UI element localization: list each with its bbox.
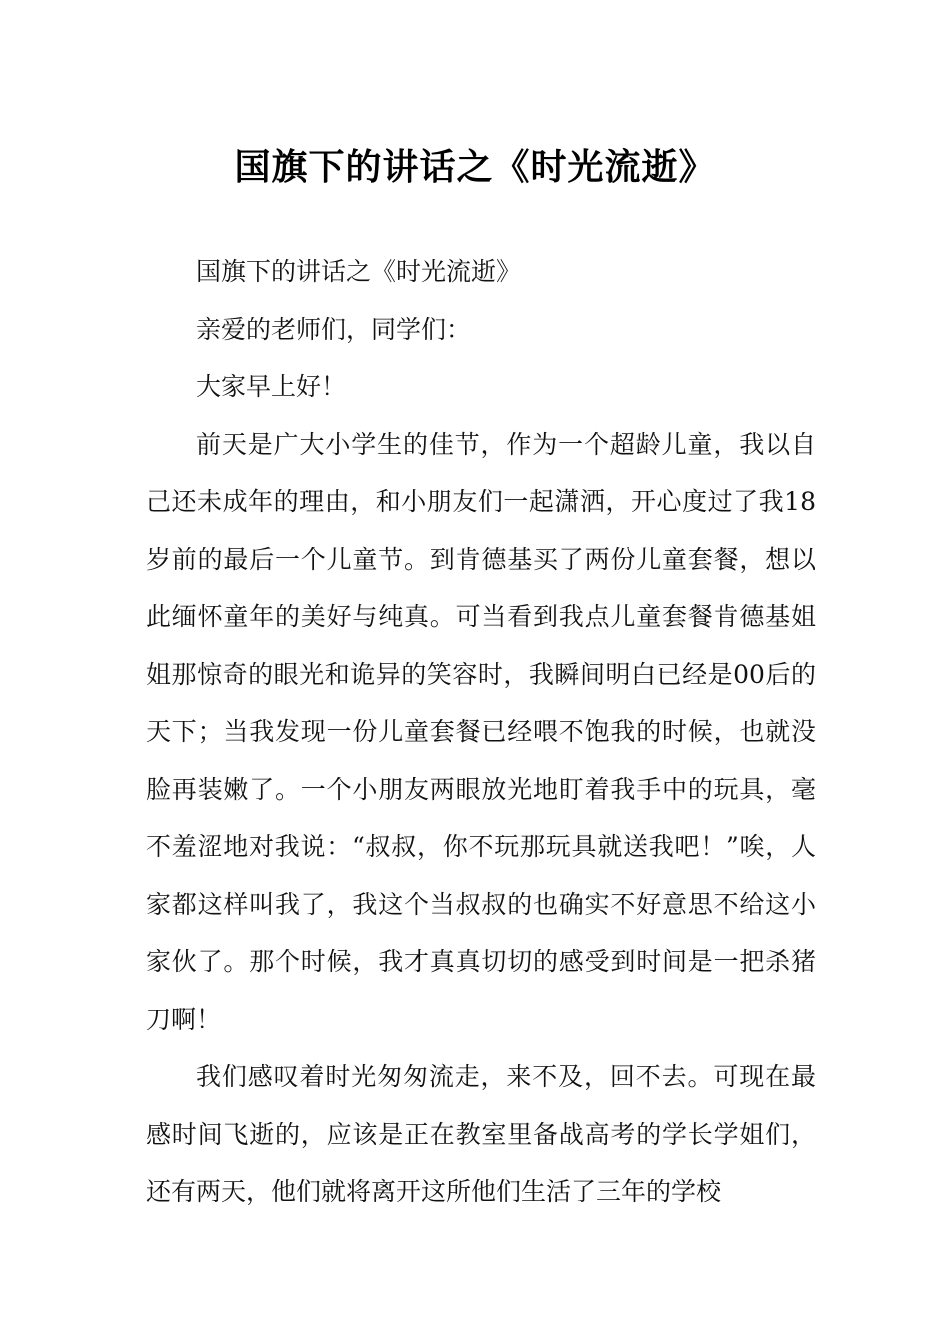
- paragraph-body: 我们感叹着时光匆匆流走，来不及，回不去。可现在最感时间飞逝的，应该是正在教室里备战高考的学长学姐们，还有两天，他们就将离开这所他们生活了三年的学校: [146, 1062, 816, 1206]
- paragraph-salutation: 亲爱的老师们，同学们：: [196, 314, 472, 344]
- document-body: [146, 243, 816, 1221]
- paragraph-greeting: 大家早上好！: [196, 372, 347, 401]
- paragraph-body: 前天是广大小学生的佳节，作为一个超龄儿童，我以自己还未成年的理由，和小朋友们一起潇洒，开心度过了我18岁前的最后一个儿童节。到肯德基买了两份儿童套餐，想以此缅怀童年的美好与纯真。可当看到我点儿童套餐肯德基姐姐那惊奇的眼光和诡异的笑容时，我瞬间明白已经是00后的天下；当我发现一份儿童套餐已经喂不饱我的时候，也就没脸再装嫩了。一个小朋友两眼放光地盯着我手中的玩具，毫不羞涩地对我说：“叔叔，你不玩那玩具就送我吧！”唉，人家都这样叫我了，我这个当叔叔的也确实不好意思不给这小家伙了。那个时候，我才真真切切的感受到时间是一把杀猪刀啊！: [146, 429, 816, 1034]
- paragraph-subtitle: 国旗下的讲话之《时光流逝》: [196, 257, 522, 286]
- document-title: 国旗下的讲话之《时光流逝》: [234, 147, 716, 189]
